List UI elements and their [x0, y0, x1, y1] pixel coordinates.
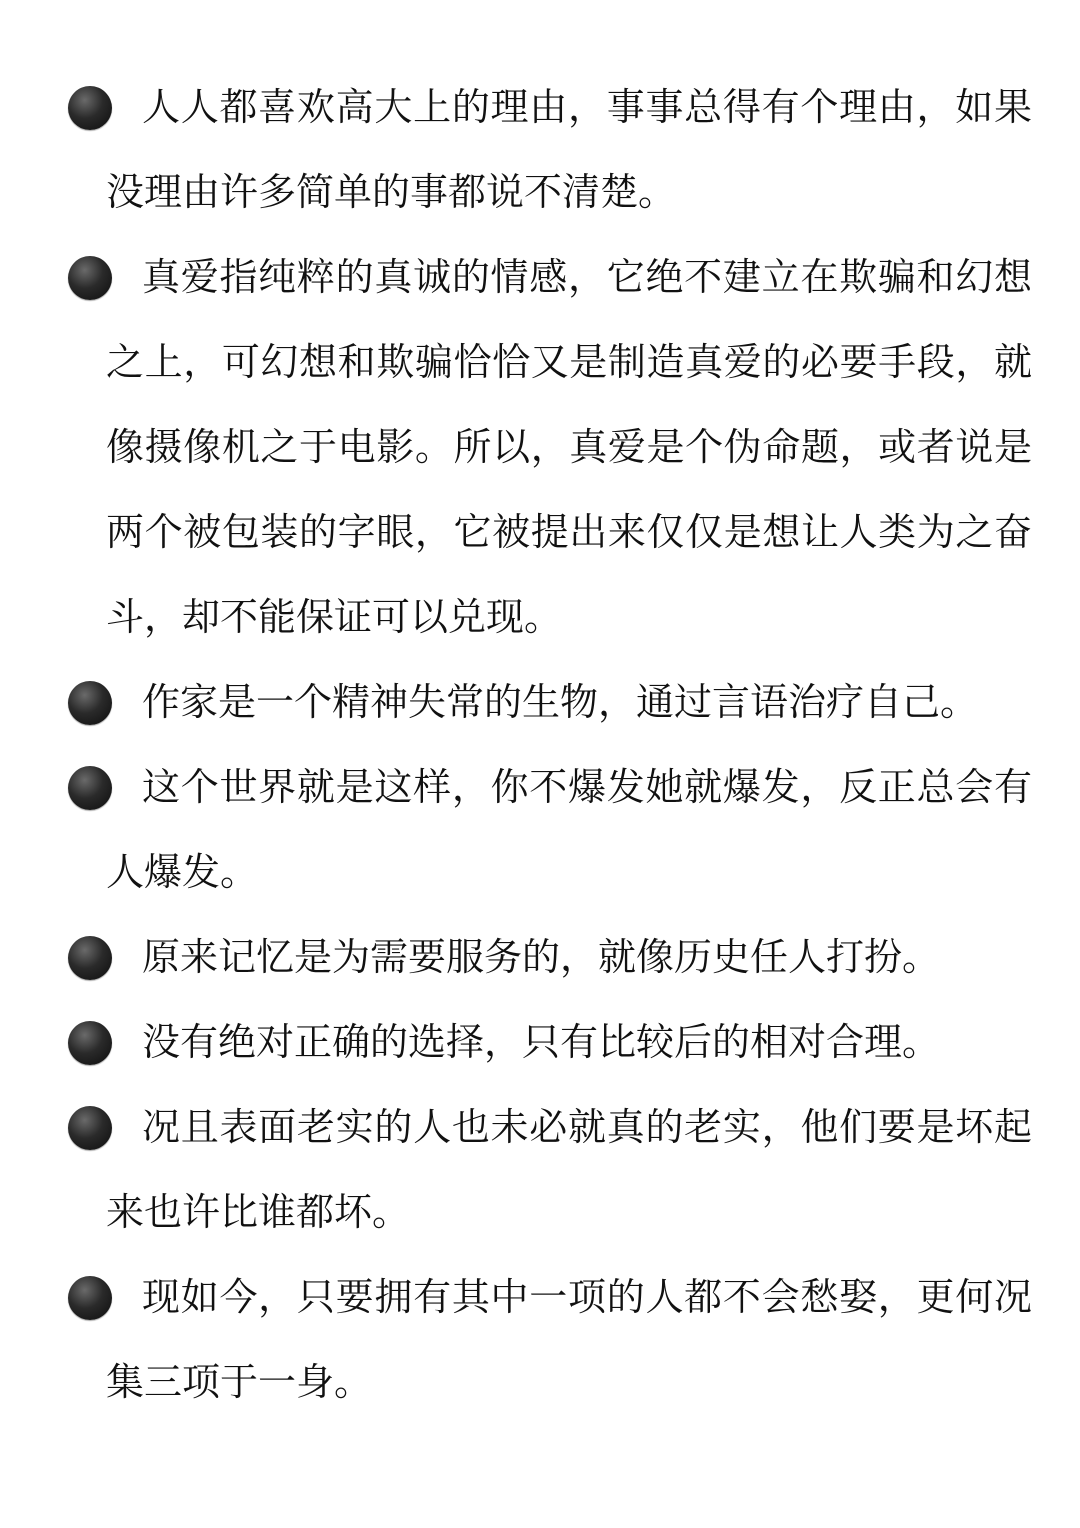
quote-list [106, 65, 1032, 1425]
filled-circle-bullet-icon [68, 936, 112, 980]
quote-item [106, 1000, 1032, 1085]
quote-item [106, 745, 1032, 915]
quote-text: 原来记忆是为需要服务的，就像历史任人打扮。 [142, 935, 941, 979]
quote-item [106, 1255, 1032, 1425]
filled-circle-bullet-icon [68, 1021, 112, 1065]
filled-circle-bullet-icon [68, 256, 112, 300]
quote-item [106, 235, 1032, 660]
quote-item [106, 65, 1032, 235]
filled-circle-bullet-icon [68, 1106, 112, 1150]
quote-item [106, 660, 1032, 745]
quote-text: 作家是一个精神失常的生物，通过言语治疗自己。 [142, 680, 979, 724]
filled-circle-bullet-icon [68, 1276, 112, 1320]
quote-text: 真爱指纯粹的真诚的情感，它绝不建立在欺骗和幻想之上，可幻想和欺骗恰恰又是制造真爱的必要手段，就像摄像机之于电影。所以，真爱是个伪命题，或者说是两个被包装的字眼，它被提出来仅仅是想让人类为之奋斗，却不能保证可以兑现。 [106, 255, 1032, 639]
filled-circle-bullet-icon [68, 681, 112, 725]
quote-text: 现如今，只要拥有其中一项的人都不会愁娶，更何况集三项于一身。 [106, 1275, 1032, 1404]
quote-item [106, 1085, 1032, 1255]
filled-circle-bullet-icon [68, 766, 112, 810]
quote-text: 人人都喜欢高大上的理由，事事总得有个理由，如果没理由许多简单的事都说不清楚。 [106, 85, 1032, 214]
quote-text: 况且表面老实的人也未必就真的老实，他们要是坏起来也许比谁都坏。 [106, 1105, 1032, 1234]
quote-text: 没有绝对正确的选择，只有比较后的相对合理。 [142, 1020, 941, 1064]
quote-item [106, 915, 1032, 1000]
filled-circle-bullet-icon [68, 86, 112, 130]
quote-text: 这个世界就是这样，你不爆发她就爆发，反正总会有人爆发。 [106, 765, 1032, 894]
